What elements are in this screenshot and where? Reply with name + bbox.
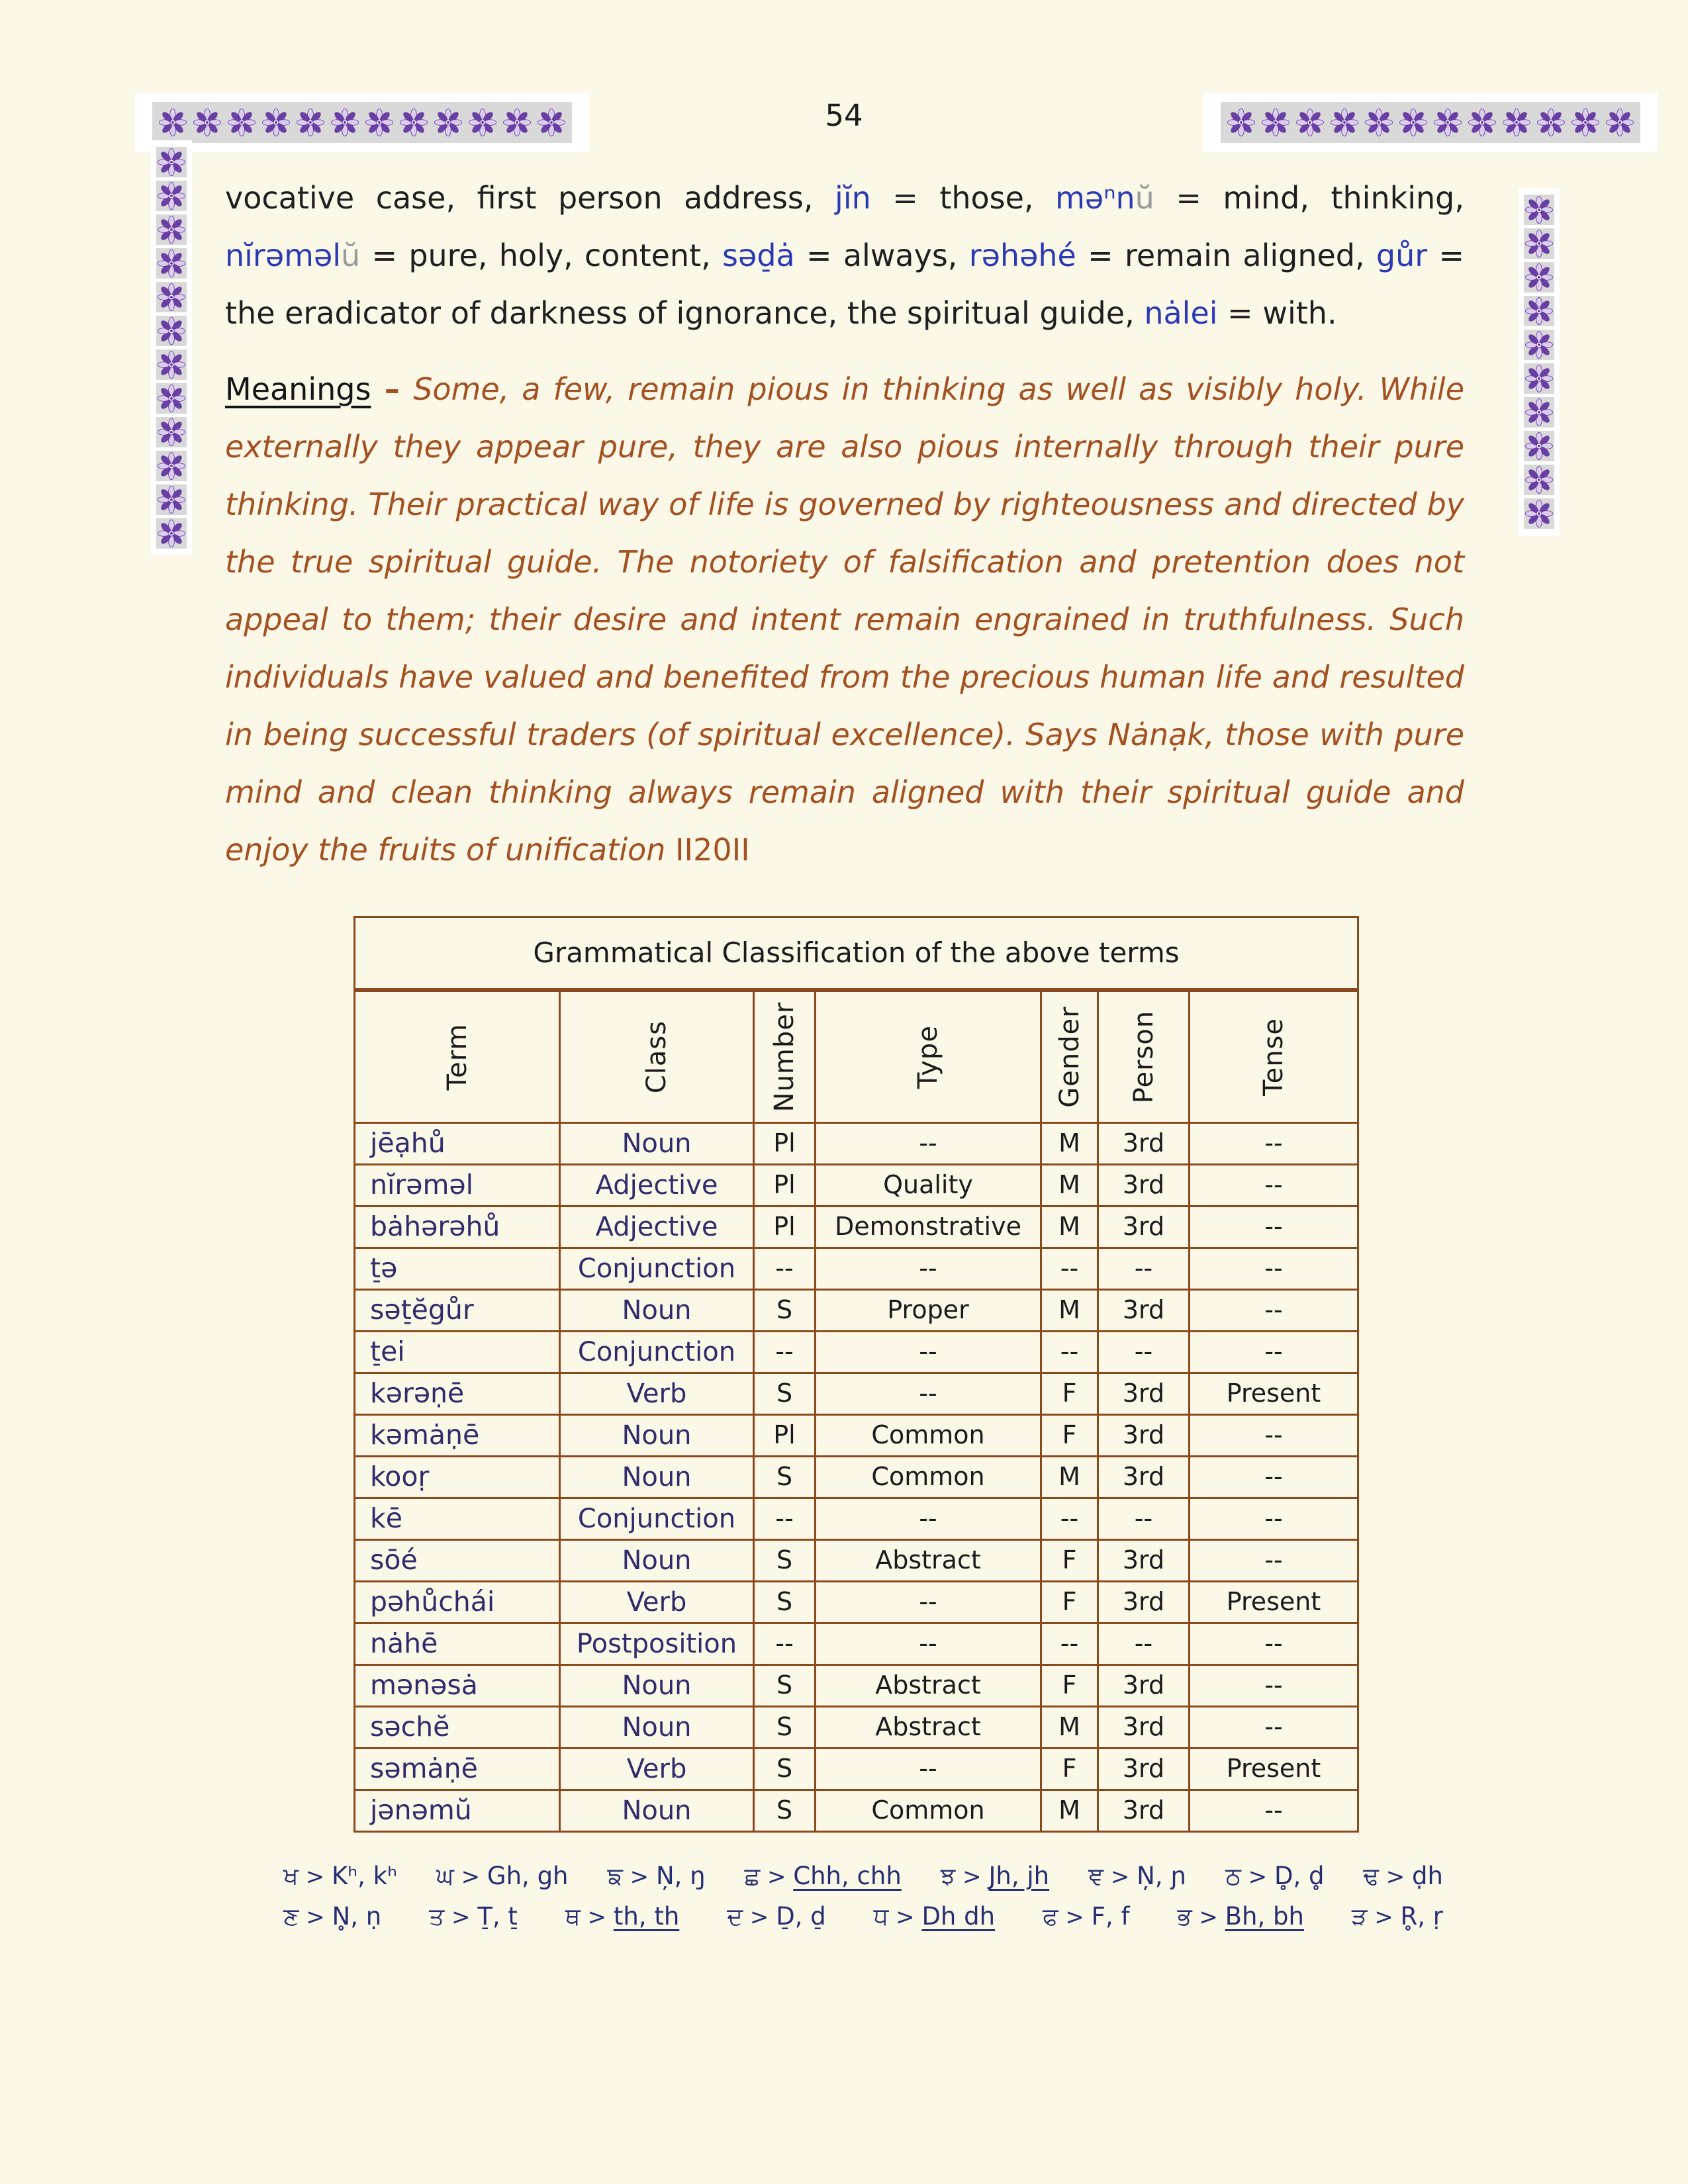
paragraph-text: = with. xyxy=(1217,295,1337,331)
ornament-column-right xyxy=(1519,188,1560,535)
table-row xyxy=(355,1123,1358,1165)
maps-to-symbol: > xyxy=(453,1864,487,1890)
gurmukhi-letter: ਝ xyxy=(940,1863,956,1890)
table-row xyxy=(355,1498,1358,1540)
cell-class: Verb xyxy=(560,1373,754,1415)
cell-number: Pl xyxy=(754,1415,816,1457)
cell-gender: M xyxy=(1041,1165,1098,1206)
maps-to-symbol: > xyxy=(1192,1904,1225,1931)
gurmukhi-letter: ਖ xyxy=(283,1863,299,1890)
cell-gender: F xyxy=(1041,1540,1098,1582)
flower-ornament-icon xyxy=(156,282,187,312)
cell-person: -- xyxy=(1098,1332,1190,1373)
latin-transliteration: N̥, ṇ xyxy=(332,1902,382,1931)
cell-gender: -- xyxy=(1041,1498,1098,1540)
meanings-label: Meanings xyxy=(225,371,371,407)
flower-ornament-icon xyxy=(1524,498,1554,529)
latin-transliteration: ḍh xyxy=(1412,1862,1443,1890)
maps-to-symbol: > xyxy=(1103,1864,1137,1890)
cell-tense: -- xyxy=(1190,1790,1358,1832)
cell-type: Demonstrative xyxy=(816,1206,1041,1248)
cell-person: 3rd xyxy=(1098,1707,1190,1749)
flower-ornament-icon xyxy=(156,518,187,549)
cell-person: 3rd xyxy=(1098,1582,1190,1623)
transliteration-term: məⁿn xyxy=(1055,180,1135,216)
transliteration-term: ŭ xyxy=(1135,180,1154,216)
cell-tense: -- xyxy=(1190,1248,1358,1290)
cell-term: t̠ə xyxy=(355,1248,560,1290)
cell-term: jēạhů xyxy=(355,1123,560,1165)
maps-to-symbol: > xyxy=(298,1864,332,1890)
gurmukhi-letter: ਞ xyxy=(1088,1863,1104,1890)
cell-term: kooṛ xyxy=(355,1457,560,1498)
cell-term: jənəmŭ xyxy=(355,1790,560,1832)
cell-class: Noun xyxy=(560,1415,754,1457)
cell-number: Pl xyxy=(754,1123,816,1165)
cell-number: S xyxy=(754,1582,816,1623)
flower-ornament-icon xyxy=(156,383,187,414)
paragraph-text: = the eradicator of darkness of ignorance, the spiritual guide, xyxy=(225,238,1465,331)
flower-ornament-icon xyxy=(156,181,187,211)
phonetic-mapping xyxy=(283,1897,381,1937)
cell-tense: -- xyxy=(1190,1332,1358,1373)
cell-class: Noun xyxy=(560,1457,754,1498)
flower-ornament-icon xyxy=(156,147,187,177)
cell-tense: -- xyxy=(1190,1623,1358,1665)
cell-tense: -- xyxy=(1190,1707,1358,1749)
phonetic-mapping xyxy=(429,1897,518,1937)
maps-to-symbol: > xyxy=(444,1904,478,1931)
flower-ornament-icon xyxy=(156,484,187,515)
phonetic-mapping xyxy=(1225,1856,1324,1897)
footer-line-2 xyxy=(283,1897,1443,1937)
cell-person: 3rd xyxy=(1098,1749,1190,1790)
cell-number: -- xyxy=(754,1248,816,1290)
gurmukhi-letter: ਠ xyxy=(1225,1863,1241,1890)
phonetic-mapping xyxy=(1177,1897,1303,1937)
flower-ornament-icon xyxy=(1524,228,1554,259)
phonetic-mapping xyxy=(565,1897,679,1937)
cell-number: S xyxy=(754,1665,816,1707)
table-row xyxy=(355,1749,1358,1790)
cell-type: -- xyxy=(816,1248,1041,1290)
gurmukhi-letter: ੜ xyxy=(1351,1903,1368,1931)
phonetic-mapping xyxy=(1363,1856,1443,1897)
cell-term: kəmȧṇē xyxy=(355,1415,560,1457)
latin-transliteration: D̥, d̥ xyxy=(1274,1862,1325,1890)
phonetic-mapping xyxy=(727,1897,825,1937)
cell-gender: -- xyxy=(1041,1623,1098,1665)
latin-transliteration: N̦, ɲ xyxy=(1137,1862,1187,1890)
phonetic-mapping xyxy=(607,1856,705,1897)
cell-gender: F xyxy=(1041,1373,1098,1415)
gurmukhi-letter: ਫ xyxy=(1043,1903,1058,1931)
table-row xyxy=(355,1373,1358,1415)
table-row xyxy=(355,1248,1358,1290)
cell-term: bȧhərəhů xyxy=(355,1206,560,1248)
page-content xyxy=(225,169,1464,1937)
cell-person: -- xyxy=(1098,1623,1190,1665)
cell-term: səchĕ xyxy=(355,1707,560,1749)
cell-person: 3rd xyxy=(1098,1123,1190,1165)
latin-transliteration: T̠, t̠ xyxy=(477,1902,518,1931)
gurmukhi-letter: ਣ xyxy=(283,1903,299,1931)
cell-gender: F xyxy=(1041,1749,1098,1790)
cell-number: S xyxy=(754,1290,816,1332)
footer-line-1 xyxy=(283,1856,1443,1897)
table-title-row xyxy=(355,917,1358,991)
paragraph-text: = always, xyxy=(794,238,969,273)
gurmukhi-letter: ਘ xyxy=(436,1863,454,1890)
table-row xyxy=(355,1582,1358,1623)
paragraph-text: = remain aligned, xyxy=(1076,238,1376,273)
phonetic-mapping xyxy=(283,1856,397,1897)
latin-transliteration: Kʰ, kʰ xyxy=(331,1862,398,1890)
gurmukhi-letter: ਦ xyxy=(727,1903,743,1931)
cell-class: Verb xyxy=(560,1749,754,1790)
maps-to-symbol: > xyxy=(955,1864,989,1890)
cell-gender: M xyxy=(1041,1123,1098,1165)
cell-type: -- xyxy=(816,1123,1041,1165)
cell-term: kərəṇē xyxy=(355,1373,560,1415)
cell-class: Conjunction xyxy=(560,1498,754,1540)
cell-tense: -- xyxy=(1190,1123,1358,1165)
table-row xyxy=(355,1415,1358,1457)
cell-type: -- xyxy=(816,1623,1041,1665)
cell-class: Noun xyxy=(560,1665,754,1707)
cell-gender: F xyxy=(1041,1415,1098,1457)
gurmukhi-letter: ਥ xyxy=(565,1903,581,1931)
maps-to-symbol: > xyxy=(743,1904,776,1931)
cell-gender: -- xyxy=(1041,1332,1098,1373)
paragraph-text: = pure, holy, content, xyxy=(360,238,723,273)
table-row xyxy=(355,1623,1358,1665)
cell-class: Conjunction xyxy=(560,1332,754,1373)
cell-gender: F xyxy=(1041,1582,1098,1623)
cell-number: -- xyxy=(754,1498,816,1540)
column-header-tense: Tense xyxy=(1190,990,1358,1123)
grammar-table xyxy=(353,916,1359,1833)
cell-type: Common xyxy=(816,1415,1041,1457)
gurmukhi-letter: ਧ xyxy=(873,1903,889,1931)
maps-to-symbol: > xyxy=(1241,1864,1274,1890)
phonetic-mapping xyxy=(1088,1856,1186,1897)
latin-transliteration: Dh dh xyxy=(921,1902,996,1931)
cell-term: sət̠ĕgůr xyxy=(355,1290,560,1332)
paragraph-text: = mind, thinking, xyxy=(1154,180,1464,216)
cell-term: sōé xyxy=(355,1540,560,1582)
maps-to-symbol: > xyxy=(1367,1904,1401,1931)
cell-gender: F xyxy=(1041,1665,1098,1707)
cell-tense: -- xyxy=(1190,1290,1358,1332)
cell-tense: Present xyxy=(1190,1373,1358,1415)
verse-marker: II20II xyxy=(675,832,750,868)
flower-ornament-icon xyxy=(1524,363,1554,394)
flower-ornament-icon xyxy=(156,214,187,245)
cell-number: S xyxy=(754,1790,816,1832)
cell-number: -- xyxy=(754,1332,816,1373)
gurmukhi-letter: ਙ xyxy=(607,1863,623,1890)
cell-type: Quality xyxy=(816,1165,1041,1206)
table-row xyxy=(355,1540,1358,1582)
cell-term: mənəsȧ xyxy=(355,1665,560,1707)
cell-class: Conjunction xyxy=(560,1248,754,1290)
phonetic-mapping xyxy=(436,1856,569,1897)
flower-ornament-icon xyxy=(1524,195,1554,225)
cell-number: S xyxy=(754,1749,816,1790)
table-row xyxy=(355,1665,1358,1707)
cell-person: 3rd xyxy=(1098,1665,1190,1707)
cell-type: -- xyxy=(816,1373,1041,1415)
cell-gender: -- xyxy=(1041,1248,1098,1290)
table-row xyxy=(355,1332,1358,1373)
flower-ornament-icon xyxy=(1524,465,1554,495)
cell-term: nĭrəməl xyxy=(355,1165,560,1206)
cell-tense: Present xyxy=(1190,1582,1358,1623)
latin-transliteration: Chh, chh xyxy=(793,1862,902,1890)
cell-person: 3rd xyxy=(1098,1165,1190,1206)
cell-tense: Present xyxy=(1190,1749,1358,1790)
phonetic-mapping xyxy=(874,1897,995,1937)
cell-gender: M xyxy=(1041,1707,1098,1749)
cell-term: kē xyxy=(355,1498,560,1540)
cell-class: Noun xyxy=(560,1290,754,1332)
latin-transliteration: R̥, ṛ xyxy=(1400,1902,1443,1931)
cell-class: Noun xyxy=(560,1540,754,1582)
cell-gender: M xyxy=(1041,1290,1098,1332)
cell-type: -- xyxy=(816,1498,1041,1540)
cell-type: -- xyxy=(816,1582,1041,1623)
cell-class: Postposition xyxy=(560,1623,754,1665)
cell-tense: -- xyxy=(1190,1540,1358,1582)
cell-tense: -- xyxy=(1190,1206,1358,1248)
cell-type: Abstract xyxy=(816,1707,1041,1749)
gurmukhi-letter: ਢ xyxy=(1363,1863,1379,1890)
flower-ornament-icon xyxy=(156,316,187,346)
cell-gender: M xyxy=(1041,1457,1098,1498)
cell-type: Common xyxy=(816,1790,1041,1832)
cell-number: S xyxy=(754,1540,816,1582)
phonetic-mapping xyxy=(745,1856,902,1897)
cell-person: 3rd xyxy=(1098,1457,1190,1498)
gurmukhi-letter: ਛ xyxy=(744,1863,761,1890)
meanings-paragraph xyxy=(225,361,1464,879)
transliteration-term: səd̠ȧ xyxy=(722,238,795,273)
cell-tense: -- xyxy=(1190,1165,1358,1206)
meanings-text: Some, a few, remain pious in thinking as well as visibly holy. While externally they appear pure, they are also pious internally through their pure thinking. Their practical way of life is governed by righteousness and directed by the true spiritual guide. The notoriety of falsification and pretention does not appeal to them; their desire and intent remain engrained in truthfulness. Such individuals have valued and benefited from the precious human life and resulted in being successful traders (of spiritual excellence). Says Nȧnạk, those with pure mind and clean thinking always remain aligned with their spiritual guide and enjoy the fruits of unification xyxy=(225,371,1465,868)
transliteration-term: nĭrəməl xyxy=(225,238,342,273)
cell-class: Noun xyxy=(560,1123,754,1165)
table-header-row xyxy=(355,990,1358,1123)
intro-paragraph xyxy=(225,169,1464,342)
cell-class: Adjective xyxy=(560,1165,754,1206)
cell-person: -- xyxy=(1098,1498,1190,1540)
ornament-column-left xyxy=(151,140,192,555)
table-row xyxy=(355,1165,1358,1206)
cell-tense: -- xyxy=(1190,1457,1358,1498)
flower-ornament-icon xyxy=(1524,431,1554,461)
gurmukhi-letter: ਤ xyxy=(429,1903,445,1931)
latin-transliteration: Bh, bh xyxy=(1225,1902,1304,1931)
table-row xyxy=(355,1790,1358,1832)
cell-term: səmȧṇē xyxy=(355,1749,560,1790)
cell-number: Pl xyxy=(754,1165,816,1206)
column-header-person: Person xyxy=(1098,990,1190,1123)
table-title: Grammatical Classification of the above terms xyxy=(355,917,1358,991)
latin-transliteration: Jh, jh xyxy=(988,1862,1050,1890)
cell-type: Common xyxy=(816,1457,1041,1498)
maps-to-symbol: > xyxy=(1058,1904,1092,1931)
cell-tense: -- xyxy=(1190,1665,1358,1707)
cell-term: pəhůchái xyxy=(355,1582,560,1623)
cell-person: 3rd xyxy=(1098,1790,1190,1832)
table-row xyxy=(355,1206,1358,1248)
cell-person: 3rd xyxy=(1098,1415,1190,1457)
cell-class: Noun xyxy=(560,1707,754,1749)
flower-ornament-icon xyxy=(1524,397,1554,428)
maps-to-symbol: > xyxy=(622,1864,656,1890)
cell-person: 3rd xyxy=(1098,1206,1190,1248)
transliteration-term: jĭn xyxy=(835,180,871,216)
paragraph-text: = those, xyxy=(870,180,1056,216)
cell-tense: -- xyxy=(1190,1498,1358,1540)
phonetic-mapping xyxy=(1043,1897,1129,1937)
gurmukhi-letter: ਭ xyxy=(1177,1903,1192,1931)
paragraph-text: vocative case, first person address, xyxy=(225,180,835,216)
maps-to-symbol: > xyxy=(1378,1864,1413,1890)
phonetic-footer xyxy=(283,1856,1443,1937)
flower-ornament-icon xyxy=(1524,296,1554,326)
cell-number: Pl xyxy=(754,1206,816,1248)
meanings-dash: – xyxy=(371,371,414,407)
maps-to-symbol: > xyxy=(580,1904,614,1931)
maps-to-symbol: > xyxy=(299,1904,332,1931)
latin-transliteration: N̦, ŋ xyxy=(655,1862,706,1890)
phonetic-mapping xyxy=(1352,1897,1443,1937)
cell-number: S xyxy=(754,1457,816,1498)
cell-type: -- xyxy=(816,1332,1041,1373)
cell-class: Adjective xyxy=(560,1206,754,1248)
transliteration-term: ŭ xyxy=(341,238,361,273)
page-number: 54 xyxy=(825,98,863,133)
cell-number: S xyxy=(754,1373,816,1415)
cell-person: 3rd xyxy=(1098,1373,1190,1415)
cell-person: 3rd xyxy=(1098,1290,1190,1332)
flower-ornament-icon xyxy=(1524,330,1554,360)
maps-to-symbol: > xyxy=(760,1864,794,1890)
cell-term: nȧhē xyxy=(355,1623,560,1665)
latin-transliteration: Gh, gh xyxy=(487,1862,569,1890)
cell-number: -- xyxy=(754,1623,816,1665)
transliteration-term: gůr xyxy=(1376,238,1428,273)
column-header-type: Type xyxy=(816,990,1041,1123)
column-header-term: Term xyxy=(355,990,560,1123)
latin-transliteration: th, th xyxy=(613,1902,680,1931)
cell-gender: M xyxy=(1041,1206,1098,1248)
transliteration-term: rəhəhé xyxy=(968,238,1076,273)
cell-type: Abstract xyxy=(816,1540,1041,1582)
cell-class: Verb xyxy=(560,1582,754,1623)
column-header-gender: Gender xyxy=(1041,990,1098,1123)
flower-ornament-icon xyxy=(156,248,187,279)
cell-type: Abstract xyxy=(816,1665,1041,1707)
table-row xyxy=(355,1457,1358,1498)
cell-person: -- xyxy=(1098,1248,1190,1290)
cell-type: -- xyxy=(816,1749,1041,1790)
cell-term: t̠ei xyxy=(355,1332,560,1373)
latin-transliteration: F, f xyxy=(1091,1902,1130,1931)
cell-class: Noun xyxy=(560,1790,754,1832)
cell-gender: M xyxy=(1041,1790,1098,1832)
phonetic-mapping xyxy=(941,1856,1049,1897)
column-header-number: Number xyxy=(754,990,816,1123)
cell-number: S xyxy=(754,1707,816,1749)
flower-ornament-icon xyxy=(156,349,187,380)
flower-ornament-icon xyxy=(156,417,187,447)
table-row xyxy=(355,1707,1358,1749)
cell-person: 3rd xyxy=(1098,1540,1190,1582)
maps-to-symbol: > xyxy=(888,1904,922,1931)
flower-ornament-icon xyxy=(156,451,187,481)
table-row xyxy=(355,1290,1358,1332)
latin-transliteration: D̠, d̠ xyxy=(776,1902,826,1931)
transliteration-term: nȧlei xyxy=(1144,295,1218,331)
cell-type: Proper xyxy=(816,1290,1041,1332)
flower-ornament-icon xyxy=(1524,262,1554,293)
cell-tense: -- xyxy=(1190,1415,1358,1457)
column-header-class: Class xyxy=(560,990,754,1123)
